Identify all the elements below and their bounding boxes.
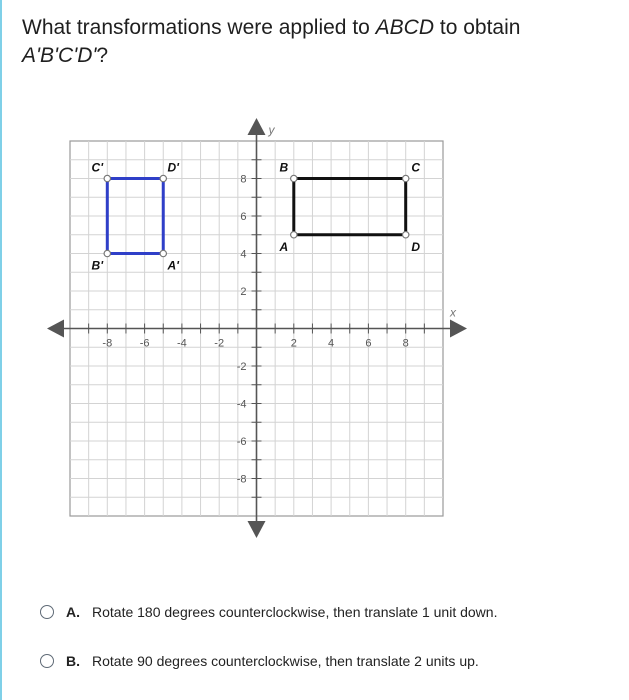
y-tick-label: 2: [240, 286, 247, 298]
shape-abcd-prime-vertex-label: D': [167, 160, 180, 175]
y-tick-label: 8: [240, 173, 247, 186]
shape-abcd-prime-vertex-label: A': [167, 258, 180, 273]
shape-abcd-vertex-label: A: [279, 239, 289, 254]
choice-a-radio[interactable]: [40, 605, 54, 619]
shape-abcd-vertex-point: [403, 232, 409, 238]
x-axis-arrow-left: [47, 320, 64, 338]
y-tick-label: -8: [236, 473, 247, 486]
y-tick-label: -2: [236, 361, 247, 373]
question-image-name: A'B'C'D': [22, 44, 97, 67]
x-tick-label: -4: [177, 337, 187, 350]
question-prefix: What transformations were applied to: [22, 16, 376, 39]
shape-abcd-prime-vertex-label: B': [91, 258, 104, 273]
x-tick-label: -8: [102, 337, 113, 350]
shape-abcd-vertex-point: [291, 175, 297, 181]
y-axis-arrow-up: [248, 118, 266, 135]
shape-abcd-vertex-label: B: [279, 160, 289, 175]
x-tick-label: 2: [290, 337, 297, 350]
question-suffix: ?: [96, 44, 109, 67]
shape-abcd-prime-vertex-point: [104, 250, 110, 256]
x-tick-label: 8: [402, 337, 409, 350]
choice-b-radio[interactable]: [40, 654, 54, 668]
question-shape-name: ABCD: [375, 16, 435, 39]
y-tick-label: -4: [236, 398, 247, 411]
x-tick-label: -2: [214, 337, 225, 350]
choice-b-text: Rotate 90 degrees counterclockwise, then translate 2 units up.: [92, 653, 479, 669]
shape-abcd-vertex-label: C: [411, 160, 421, 175]
x-tick-label: -6: [139, 337, 150, 350]
choice-a[interactable]: [40, 600, 497, 624]
shape-abcd-vertex-point: [403, 175, 409, 181]
choice-b-letter: B.: [66, 653, 80, 669]
choice-a-text: Rotate 180 degrees counterclockwise, then translate 1 unit down.: [92, 604, 498, 620]
choice-a-letter: A.: [66, 604, 80, 620]
y-axis-arrow-down: [248, 521, 266, 538]
y-tick-label: 6: [240, 211, 247, 223]
y-axis-label: y: [268, 123, 275, 137]
x-tick-label: 4: [328, 337, 335, 350]
y-tick-label: -6: [236, 436, 247, 448]
choice-b[interactable]: [40, 649, 479, 673]
y-tick-label: 4: [240, 248, 247, 261]
question-middle: to obtain: [434, 16, 521, 39]
shape-abcd-prime-vertex-point: [160, 250, 166, 256]
x-tick-label: 6: [365, 337, 372, 350]
shape-abcd-vertex-point: [291, 232, 297, 238]
x-axis-arrow-right: [450, 320, 467, 338]
shape-abcd-vertex-label: D: [411, 239, 421, 254]
x-axis-label: x: [450, 305, 456, 320]
shape-abcd-prime-vertex-point: [104, 175, 110, 181]
shape-abcd-prime-vertex-point: [160, 175, 166, 181]
shape-abcd-prime-vertex-label: C': [91, 160, 104, 175]
